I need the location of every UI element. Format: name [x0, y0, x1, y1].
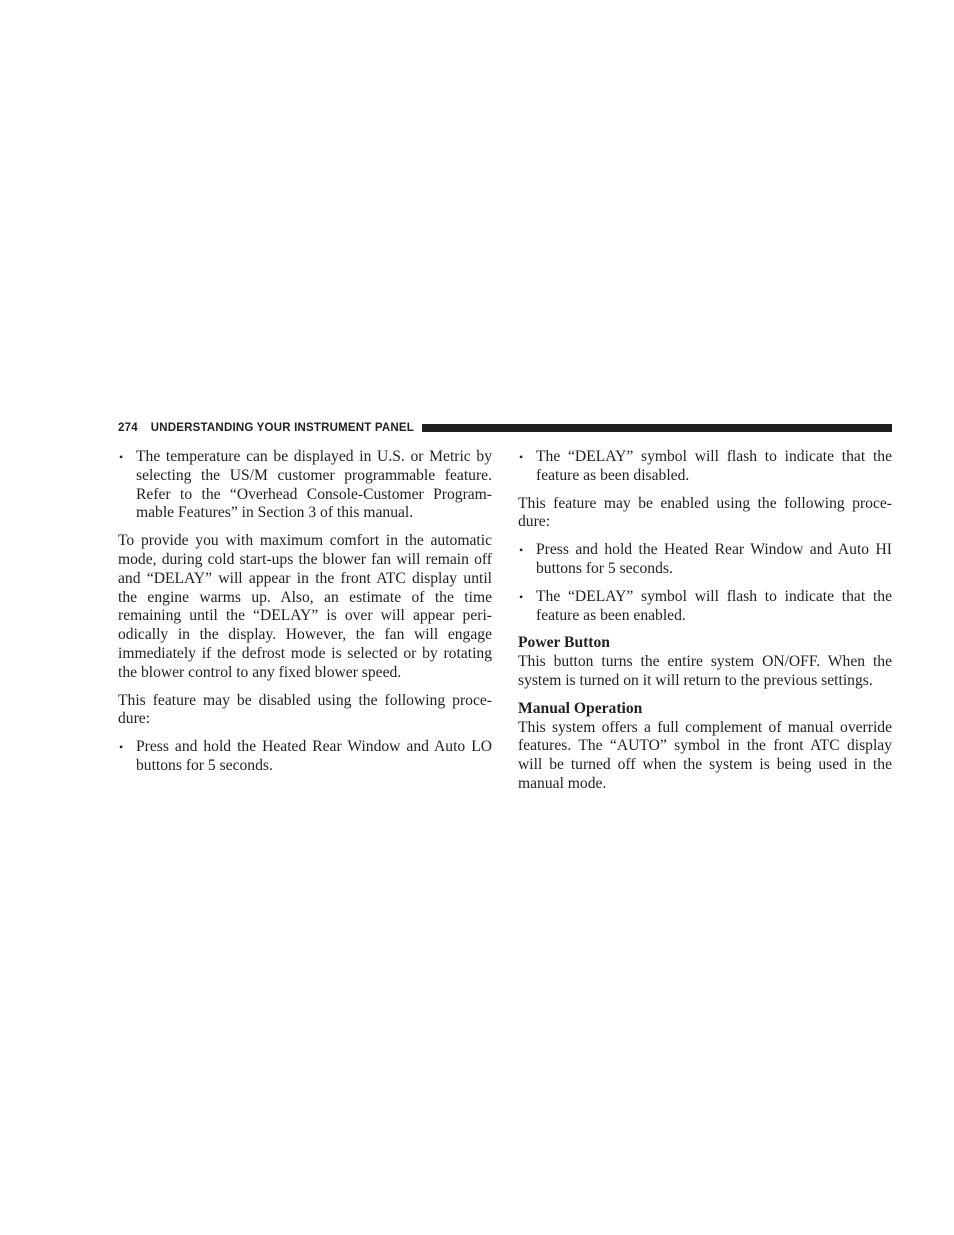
paragraph: This feature may be disabled using the following proce-dure:: [118, 691, 492, 728]
section-title: UNDERSTANDING YOUR INSTRUMENT PANEL: [150, 422, 414, 434]
bullet-icon: •: [119, 740, 124, 755]
bullet-text: Press and hold the Heated Rear Window and Auto LO buttons for 5 seconds.: [136, 738, 492, 774]
list-item: [518, 448, 892, 486]
list-item: [118, 738, 492, 776]
bullet-icon: •: [519, 589, 524, 604]
list-item: [518, 541, 892, 579]
list-item: [518, 588, 892, 626]
bullet-icon: •: [519, 543, 524, 558]
bullet-text: Press and hold the Heated Rear Window and Auto HI buttons for 5 seconds.: [536, 541, 892, 577]
bullet-text: The temperature can be displayed in U.S. or Metric by selecting the US/M customer programmable feature. Refer to the “Overhead Console-Customer Program-mable Features” in Section 3 of this manual.: [136, 448, 492, 522]
list-item: [118, 448, 492, 523]
bullet-icon: •: [119, 450, 124, 464]
bullet-text: The “DELAY” symbol will flash to indicate that the feature as been disabled.: [536, 448, 892, 484]
paragraph: This system offers a full complement of manual override features. The “AUTO” symbol in the front ATC display will be turned off when the system is being used in the manual mode.: [518, 718, 892, 792]
page-header: [118, 420, 892, 436]
power-button-heading: Power Button: [518, 634, 610, 652]
paragraph: This button turns the entire system ON/OFF. When the system is turned on it will return to the previous settings.: [518, 653, 892, 689]
bullet-icon: •: [519, 450, 524, 464]
right-column: [518, 448, 892, 803]
header-rule: [422, 424, 892, 432]
bullet-text: The “DELAY” symbol will flash to indicate that the feature as been enabled.: [536, 587, 892, 624]
paragraph: This feature may be enabled using the following proce-dure:: [518, 494, 892, 531]
page-number: 274: [118, 422, 138, 434]
paragraph: To provide you with maximum comfort in the automatic mode, during cold start-ups the blower fan will remain off and “DELAY” will appear in the front ATC display until the engine warms up. Also, an estimate of the time remaining until the “DELAY” is over will appear peri-odically in the display. However, the fan will engage immediately if the defrost mode is selected or by rotating the blower control to any fixed blower speed.: [118, 532, 492, 681]
manual-operation-heading: Manual Operation: [518, 699, 643, 717]
left-column: [118, 448, 492, 785]
